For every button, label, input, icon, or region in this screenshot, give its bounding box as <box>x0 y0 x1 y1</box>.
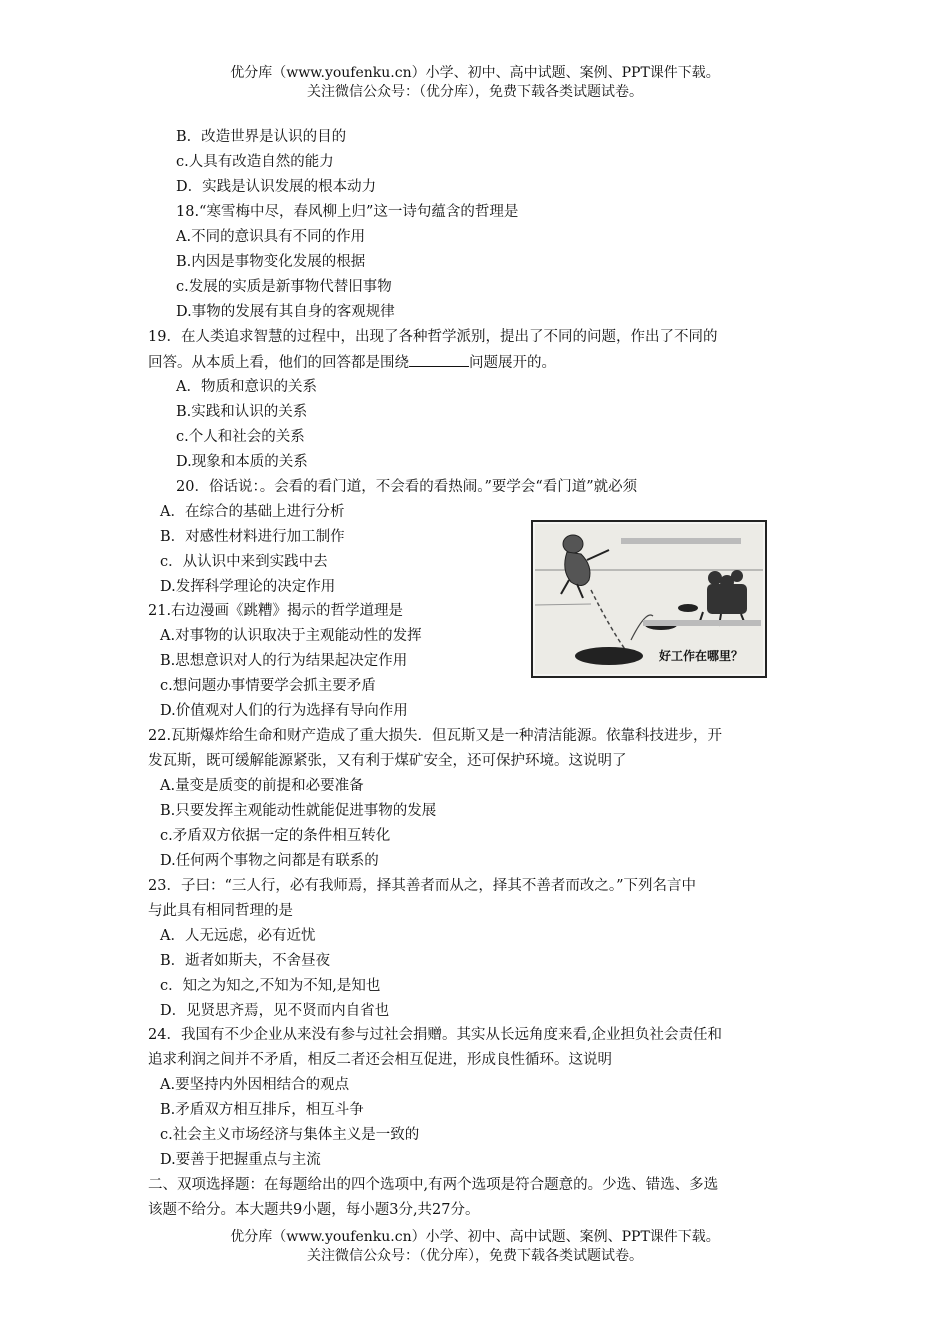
q22-option-c: c.矛盾双方依据一定的条件相互转化 <box>160 828 391 844</box>
q23-option-b: B．逝者如斯夫，不舍昼夜 <box>160 953 331 969</box>
q20-stem: 20．俗话说：。会看的看门道，不会看的看热闹。”要学会“看门道”就必须 <box>176 479 638 495</box>
q19-option-c: c.个人和社会的关系 <box>176 429 305 445</box>
q18-option-c: c.发展的实质是新事物代替旧事物 <box>176 279 392 295</box>
footer-line-2: 关注微信公众号：（优分库），免费下载各类试题试卷。 <box>307 1248 643 1264</box>
q18-option-d: D.事物的发展有其自身的客观规律 <box>176 304 395 320</box>
pit-large <box>575 647 643 665</box>
q23-stem-line-1: 23．子曰：“三人行，必有我师焉，择其善者而从之，择其不善者而改之。”下列名言中 <box>148 878 697 894</box>
answer-blank <box>409 352 469 367</box>
q19-stem-after-blank: 问题展开的。 <box>469 355 556 371</box>
pit-small <box>678 604 698 612</box>
q23-option-c: c．知之为知之,不知为不知,是知也 <box>160 978 381 994</box>
q18-stem: 18.“寒雪梅中尽，春风柳上归”这一诗句蕴含的哲理是 <box>176 204 519 220</box>
q24-option-a: A.要坚持内外因相结合的观点 <box>160 1077 350 1093</box>
header-line-2: 关注微信公众号：（优分库），免费下载各类试题试卷。 <box>307 84 643 100</box>
q17-option-c: c.人具有改造自然的能力 <box>176 154 334 170</box>
q17-option-b: B．改造世界是认识的目的 <box>176 129 347 145</box>
q20-option-b: B．对感性材料进行加工制作 <box>160 529 345 545</box>
page-footer <box>0 1228 950 1266</box>
q19-option-d: D.现象和本质的关系 <box>176 454 308 470</box>
q18-option-b: B.内因是事物变化发展的根据 <box>176 254 366 270</box>
q24-stem-line-1: 24．我国有不少企业从来没有参与过社会捐赠。其实从长远角度来看,企业担负社会责任和 <box>148 1027 723 1043</box>
q23-option-d: D．见贤思齐焉，见不贤而内自省也 <box>160 1003 390 1019</box>
q19-stem-line-1: 19．在人类追求智慧的过程中，出现了各种哲学派别，提出了不同的问题，作出了不同的 <box>148 329 718 345</box>
q22-stem-line-1: 22.瓦斯爆炸给生命和财产造成了重大损失．但瓦斯又是一种清洁能源。依靠科技进步，开 <box>148 728 723 744</box>
q19-stem-line-2 <box>148 352 556 373</box>
q23-option-a: A．人无远虑，必有近忧 <box>160 928 316 944</box>
q21-option-a: A.对事物的认识取决于主观能动性的发挥 <box>160 628 422 644</box>
q22-stem-line-2: 发瓦斯，既可缓解能源紧张，又有利于煤矿安全，还可保护环境。这说明了 <box>148 753 627 769</box>
q19-option-b: B.实践和认识的关系 <box>176 404 308 420</box>
cartoon-caption: 好工作在哪里？ <box>659 649 744 663</box>
q24-option-b: B.矛盾双方相互排斥，相互斗争 <box>160 1102 364 1118</box>
q21-stem: 21.右边漫画《跳糟》揭示的哲学道理是 <box>148 603 404 619</box>
q20-option-d: D.发挥科学理论的决定作用 <box>160 579 336 595</box>
job-hopping-cartoon <box>531 520 767 678</box>
footer-line-1: 优分库（www.youfenku.cn）小学、初中、高中试题、案例、PPT课件下载。 <box>230 1229 720 1245</box>
q20-option-c: c．从认识中来到实践中去 <box>160 554 328 570</box>
q21-option-d: D.价值观对人们的行为选择有导向作用 <box>160 703 408 719</box>
q18-option-a: A.不同的意识具有不同的作用 <box>176 229 366 245</box>
q19-option-a: A．物质和意识的关系 <box>176 379 317 395</box>
q20-option-a: A．在综合的基础上进行分析 <box>160 504 345 520</box>
q17-option-d: D．实践是认识发展的根本动力 <box>176 179 377 195</box>
q23-stem-line-2: 与此具有相同哲理的是 <box>148 903 293 919</box>
q21-option-b: B.思想意识对人的行为结果起决定作用 <box>160 653 408 669</box>
q22-option-d: D.任何两个事物之问都是有联系的 <box>160 853 379 869</box>
section-2-heading-line-2: 该题不给分。本大题共9小题，每小题3分,共27分。 <box>148 1202 480 1218</box>
q24-option-d: D.要善于把握重点与主流 <box>160 1152 321 1168</box>
q22-option-a: A.量变是质变的前提和必要准备 <box>160 778 364 794</box>
q24-stem-line-2: 追求利润之间并不矛盾，相反二者还会相互促进，形成良性循环。这说明 <box>148 1052 612 1068</box>
q24-option-c: c.社会主义市场经济与集体主义是一致的 <box>160 1127 420 1143</box>
q19-stem-before-blank: 回答。从本质上看，他们的回答都是围绕 <box>148 355 409 371</box>
header-line-1: 优分库（www.youfenku.cn）小学、初中、高中试题、案例、PPT课件下载。 <box>230 65 720 81</box>
q22-option-b: B.只要发挥主观能动性就能促进事物的发展 <box>160 803 437 819</box>
section-2-heading-line-1: 二、双项选择题：在每题给出的四个选项中,有两个选项是符合题意的。少选、错选、多选 <box>148 1177 719 1193</box>
page-header <box>0 64 950 102</box>
q21-option-c: c.想问题办事情要学会抓主要矛盾 <box>160 678 376 694</box>
